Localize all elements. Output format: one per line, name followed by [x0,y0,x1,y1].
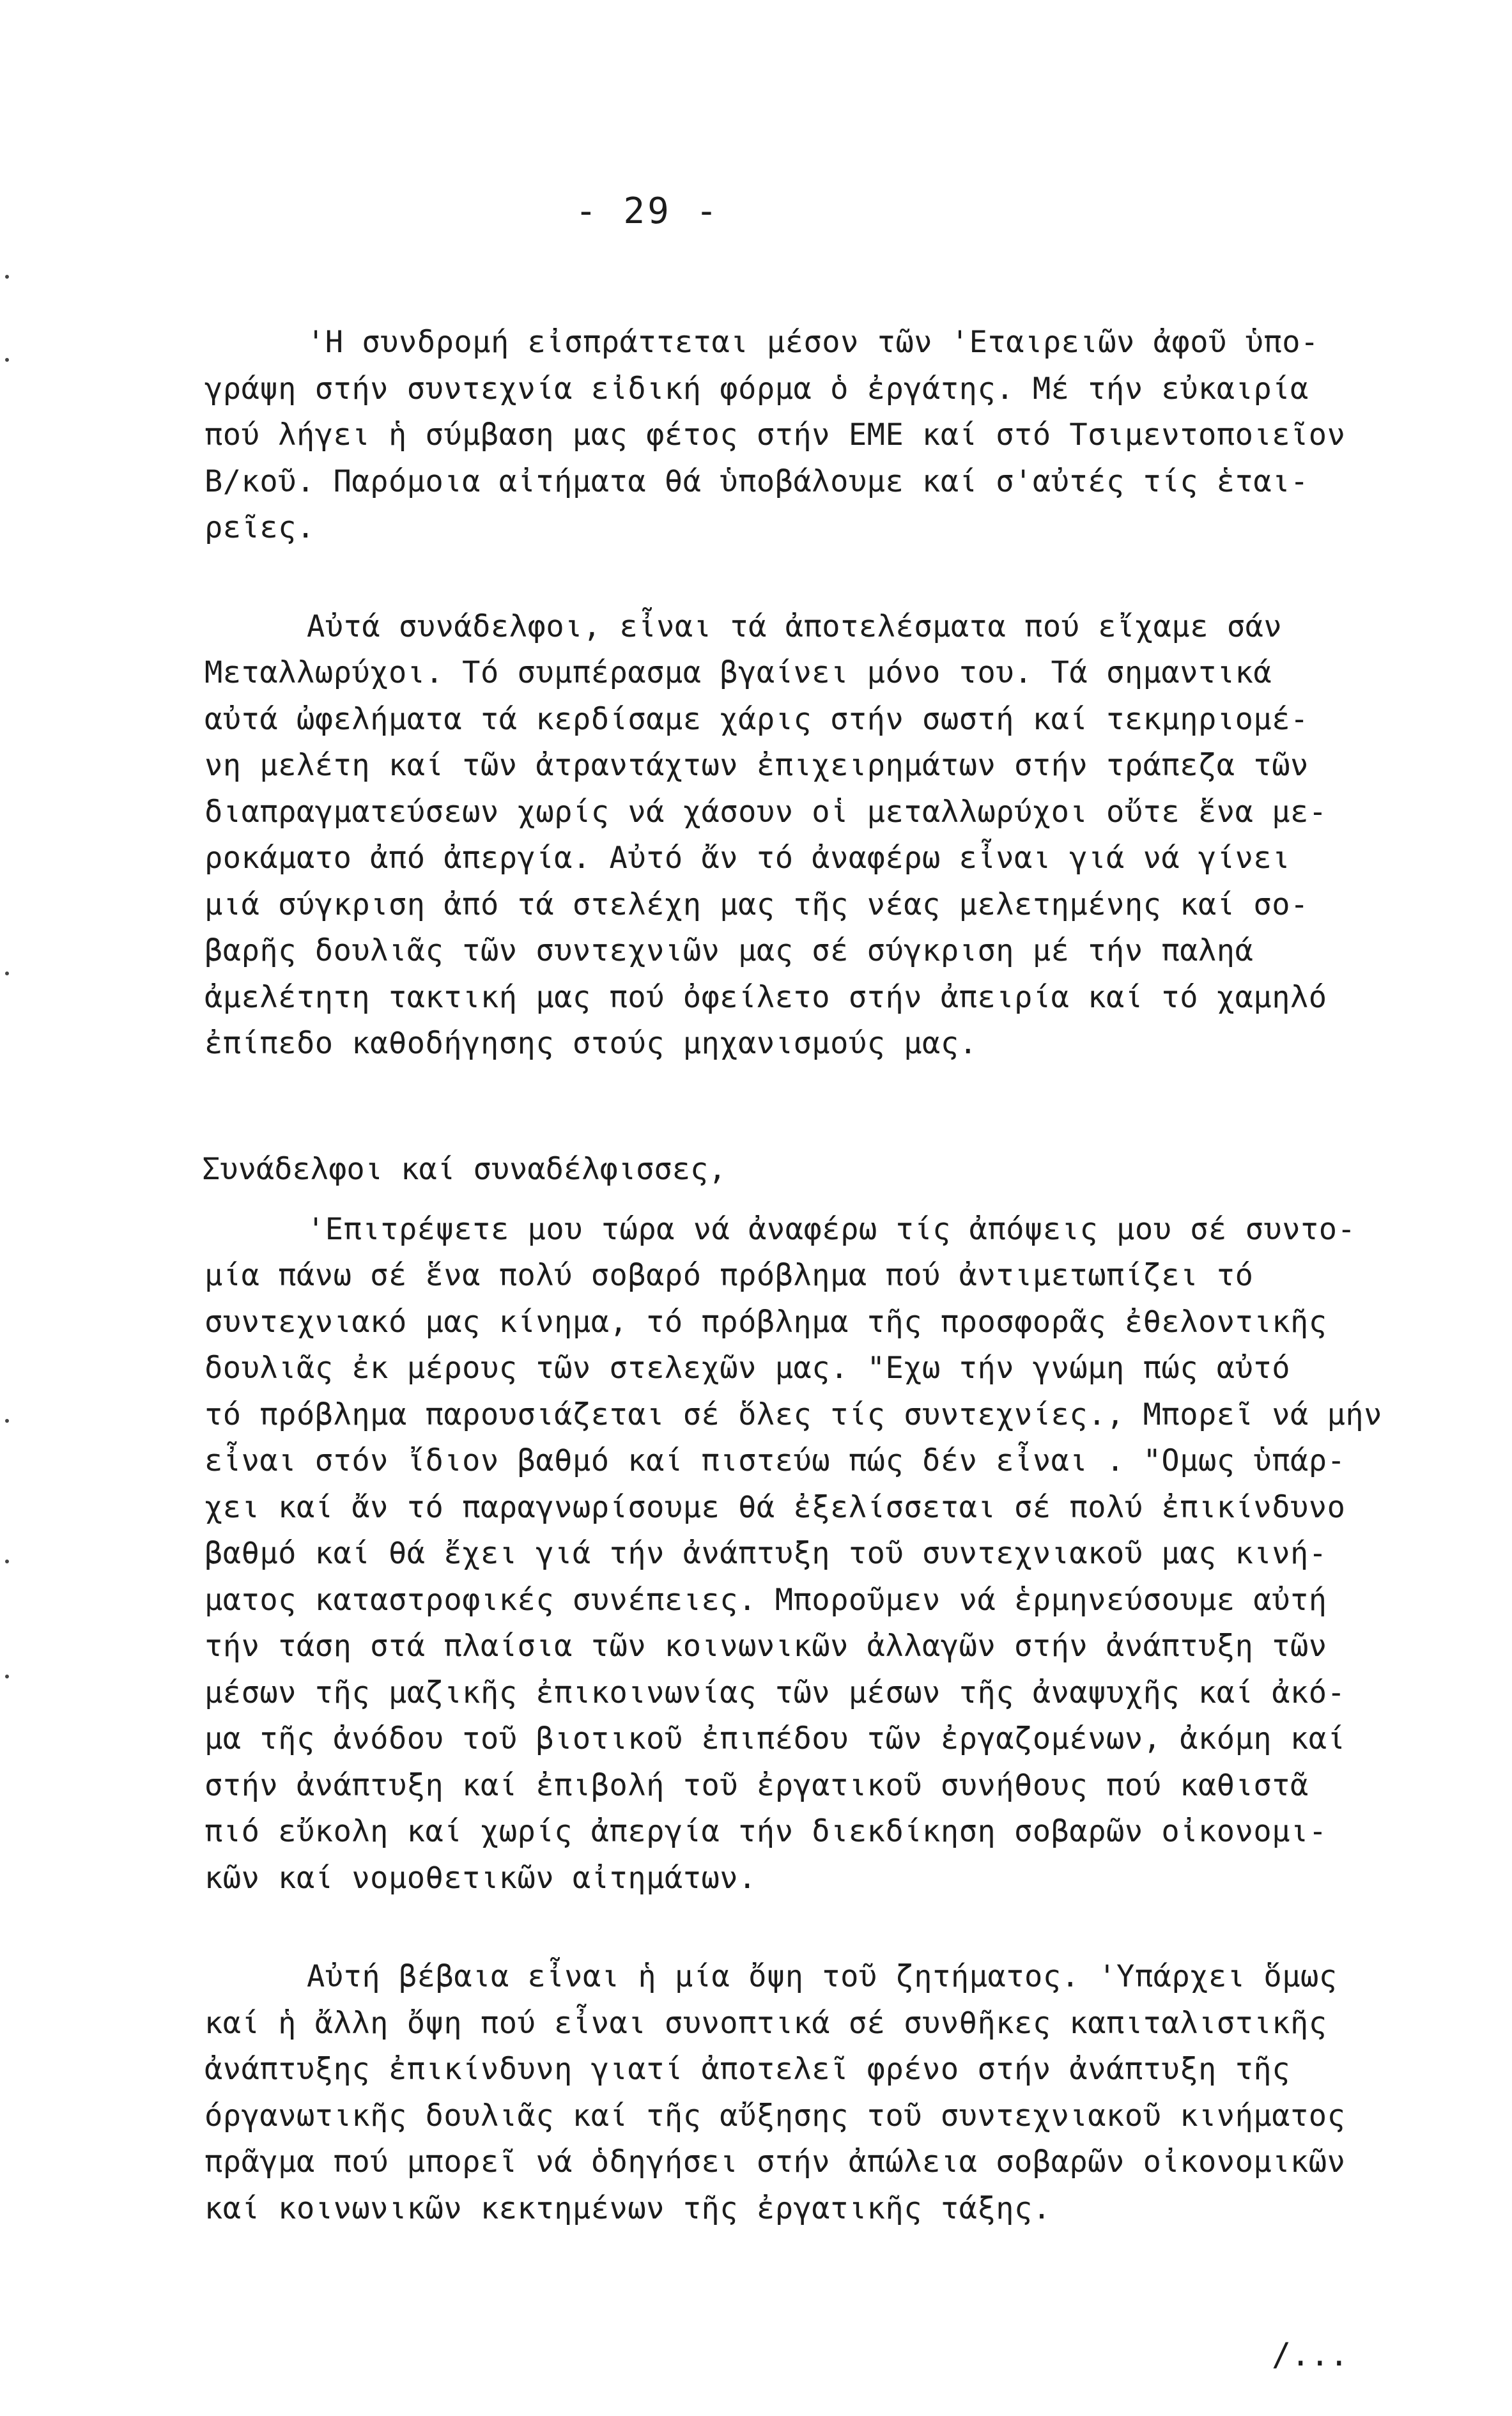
text-line: Αὐτή βέβαια εἶναι ἡ μία ὄψη τοῦ ζητήματος. 'Υπάρχει ὅμως [307,1959,1338,1994]
paragraph-spacer [204,1067,1419,1144]
paragraph-4 [204,1954,1419,2232]
text-line: ἀμελέτητη τακτική μας πού ὀφείλετο στήν ἀπειρία καί τό χαμηλό [204,979,1327,1015]
text-line: τήν τάση στά πλαίσια τῶν κοινωνικῶν ἀλλαγῶν στήν ἀνάπτυξη τῶν [204,1629,1327,1664]
text-line: διαπραγματεύσεων χωρίς νά χάσουν οἱ μεταλλωρύχοι οὔτε ἕνα με- [204,794,1327,830]
text-line: νη μελέτη καί τῶν ἀτραντάχτων ἐπιχειρημάτων στήν τράπεζα τῶν [204,748,1309,783]
paragraph-spacer [204,552,1419,604]
text-line: χει καί ἄν τό παραγνωρίσουμε θά ἐξελίσσεται σέ πολύ ἐπικίνδυνο [204,1489,1346,1525]
text-line: κῶν καί νομοθετικῶν αἰτημάτων. [204,1860,757,1896]
text-line: ἀνάπτυξης ἐπικίνδυνη γιατί ἀποτελεῖ φρένο στήν ἀνάπτυξη τῆς [204,2052,1290,2087]
paragraph-3 [204,1207,1419,1902]
text-line: στήν ἀνάπτυξη καί ἐπιβολή τοῦ ἐργατικοῦ συνήθους πού καθιστᾶ [204,1767,1309,1803]
text-line: εἶναι στόν ἴδιον βαθμό καί πιστεύω πώς δέν εἶναι . "Ομως ὑπάρ- [204,1443,1346,1478]
text-line: βαθμό καί θά ἔχει γιά τήν ἀνάπτυξη τοῦ συντεχνιακοῦ μας κινή- [204,1536,1327,1571]
text-line: μέσων τῆς μαζικῆς ἐπικοινωνίας τῶν μέσων τῆς ἀναψυχῆς καί ἀκό- [204,1675,1346,1710]
page-number: - 29 - [575,190,720,232]
text-line: ροκάματο ἀπό ἀπεργία. Αὐτό ἄν τό ἀναφέρω εἶναι γιά νά γίνει [204,840,1290,876]
text-line: πιό εὔκολη καί χωρίς ἀπεργία τήν διεκδίκηση σοβαρῶν οἰκονομι- [204,1814,1327,1849]
continuation-mark: /... [1272,2336,1349,2373]
text-line: καί ἡ ἄλλη ὄψη πού εἶναι συνοπτικά σέ συνθῆκες καπιταλιστικῆς [204,2005,1327,2041]
text-line: 'Επιτρέψετε μου τώρα νά ἀναφέρω τίς ἀπόψεις μου σέ συντο- [307,1211,1356,1247]
salutation: Συνάδελφοι καί συναδέλφισσες, [202,1151,727,1187]
text-line: συντεχνιακό μας κίνημα, τό πρόβλημα τῆς προσφορᾶς ἐθελοντικῆς [204,1304,1327,1340]
text-line: ρεῖες. [204,510,315,545]
text-line: ἐπίπεδο καθοδήγησης στούς μηχανισμούς μας. [204,1026,978,1061]
paragraph-2 [204,604,1419,1067]
text-line: πρᾶγμα πού μπορεῖ νά ὁδηγήσει στήν ἀπώλεια σοβαρῶν οἰκονομικῶν [204,2144,1346,2180]
text-line: Αὐτά συνάδελφοι, εἶναι τά ἀποτελέσματα πού εἴχαμε σάν [307,608,1283,644]
text-line: ματος καταστροφικές συνέπειες. Μποροῦμεν νά ἑρμηνεύσουμε αὐτή [204,1582,1327,1618]
paragraph-spacer [204,1195,1419,1207]
text-line: τό πρόβλημα παρουσιάζεται σέ ὅλες τίς συντεχνίες., Μπορεῖ νά μήν [204,1397,1382,1432]
paragraph-spacer [204,1901,1419,1954]
scan-speck [5,1675,9,1678]
text-line: βαρῆς δουλιᾶς τῶν συντεχνιῶν μας σέ σύγκριση μέ τήν παληά [204,933,1254,968]
text-line: όργανωτικῆς δουλιᾶς καί τῆς αὔξησης τοῦ συντεχνιακοῦ κινήματος [204,2098,1346,2133]
text-line: Β/κοῦ. Παρόμοια αἰτήματα θά ὑποβάλουμε καί σ'αὐτές τίς ἑται- [204,463,1309,499]
text-line: γράψη στήν συντεχνία εἰδική φόρμα ὁ ἐργάτης. Μέ τήν εὐκαιρία [204,371,1309,407]
scan-speck [5,1560,9,1563]
scan-speck [5,1419,9,1423]
text-line: δουλιᾶς ἐκ μέρους τῶν στελεχῶν μας. "Εχω τήν γνώμη πώς αὐτό [204,1351,1290,1386]
scan-speck [5,275,9,279]
text-line: καί κοινωνικῶν κεκτημένων τῆς ἐργατικῆς τάξης. [204,2190,1051,2226]
text-line: μα τῆς ἀνόδου τοῦ βιοτικοῦ ἐπιπέδου τῶν ἐργαζομένων, ἀκόμη καί [204,1721,1346,1756]
text-line: μία πάνω σέ ἕνα πολύ σοβαρό πρόβλημα πού ἀντιμετωπίζει τό [204,1258,1254,1293]
paragraph-1 [204,320,1419,552]
text-line: Μεταλλωρύχοι. Τό συμπέρασμα βγαίνει μόνο του. Τά σημαντικά [204,655,1272,690]
text-line: μιά σύγκριση ἀπό τά στελέχη μας τῆς νέας μελετημένης καί σο- [204,887,1309,922]
text-line: αὐτά ὠφελήματα τά κερδίσαμε χάρις στήν σωστή καί τεκμηριομέ- [204,701,1309,737]
text-line: πού λήγει ἡ σύμβαση μας φέτος στήν ΕΜΕ καί στό Τσιμεντοποιεῖον [204,417,1346,453]
text-line: 'Η συνδρομή εἰσπράττεται μέσον τῶν 'Εταιρειῶν ἀφοῦ ὑπο- [307,325,1319,360]
scan-speck [5,972,9,975]
scan-speck [5,358,9,362]
document-body [204,320,1419,2232]
